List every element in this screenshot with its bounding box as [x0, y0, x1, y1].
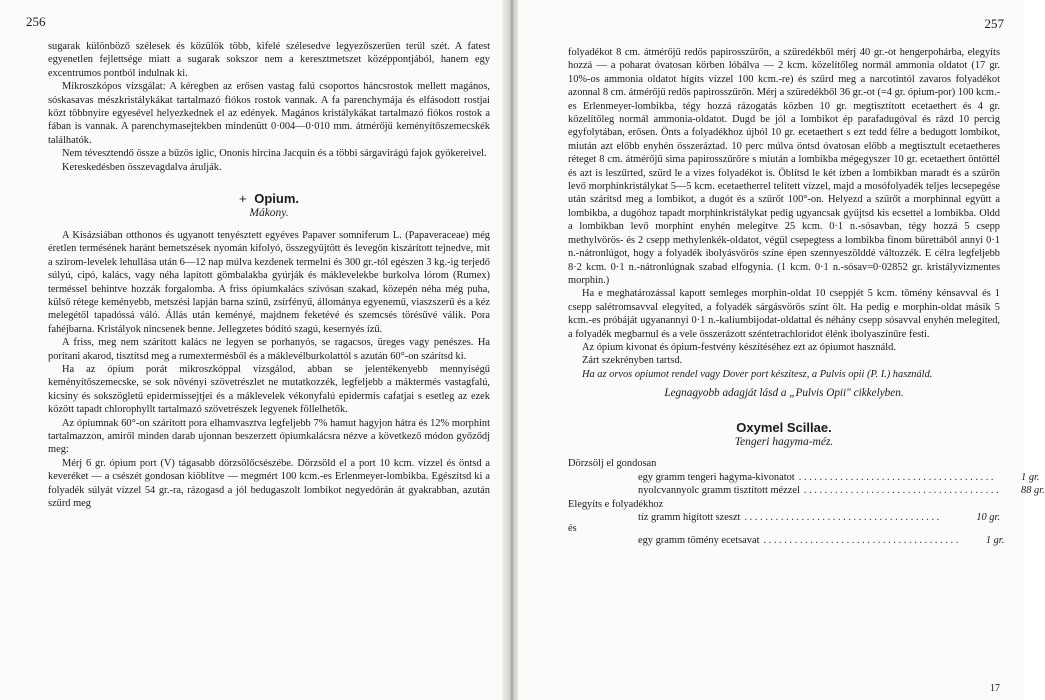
paragraph: A friss, meg nem szárított kalács ne legyen se porhanyós, se ragacsos, üreges vagy penészes. Ha porítani akarod, tisztítsd meg a rumextermésből és a máklevélburkolattól s azután 60°-on szárítsd ki.: [48, 337, 490, 362]
right-text: [568, 46, 1000, 449]
recipe-quantity: 1 gr.: [1021, 471, 1040, 483]
recipe: [568, 457, 1045, 547]
recipe-label: egy gramm tengeri hagyma-kivonatot: [638, 471, 795, 483]
left-text: [48, 40, 490, 510]
paragraph: Nem tévesztendő össze a bűzös iglic, Ononis hircina Jacquin és a többi sárgavirágú fajok gyökereivel.: [62, 148, 487, 160]
paragraph: Mikroszkópos vizsgálat: A kéregben az erősen vastag falú csoportos háncsrostok mellett magános, sóskasavas mészkristálykákat tartalmazó fiókos rostok vannak. A fa parenchymája és elfásodott rostjai közt többnyire egyesével helyezkednek el az edények. Magános kristálykákat tartalmazó fiókos rostok a fában is vannak. A parenchymasejtekben mindenütt 0·004—0·010 mm. átmérőjű keményítőszemecskék találhatók.: [48, 81, 490, 146]
dose-line: Legnagyobb adagját lásd a „Pulvis Opii" cikkelyben.: [664, 387, 904, 400]
paragraph: Az ópium kivonat és ópium-festvény készítéséhez ezt az ópiumot használd.: [582, 341, 896, 353]
right-page: [518, 0, 1045, 700]
opium-subtitle: Mákony.: [249, 207, 289, 220]
cross-icon: +: [239, 191, 247, 207]
paragraph: folyadékot 8 cm. átmérőjű redős papirosszűrőn, a szüredékből mérj 40 gr.-ot hengerpohárba, elegyíts hozzá — a poharat óvatosan körben lóbálva — 2 kcm. közelítőleg normál ammonia oldatot (17 gr. 10%-os ammonia oldatot hígíts vízzel 100 kcm.-re) és szűrd meg a narcotintól zavaros folyadékot azonnal 8 cm. átmérőjű redős papirosszűrőn. Mérj a szüredékből 36 gr.-ot (=4 gr. ópium-por) 100 kcm.-es Erlenmeyer-lombikba, tégy hozzá rázogatás közben 10 gr. megtisztított ecetaethert és 4 gr. közelítőleg normál ammonia-oldatot. Dugd be jól a lombikot ép parafadugóval és rázd 10 percig egyfolytában, erősen. Önts a folyadékhoz újból 10 gr. ecetaethert s ezt tedd félre a bedugott lombikot, miután azt előbb enyhén összeráztad. 10 perc múlva öntsd óvatosan előbb a megtisztult ecetaetheres réteget 8 cm. átmérőjű sima papirosszűrőre s miután a lombikba mégegyszer 10 gr. ecetaethert öntöttél és azt is leszűrted, szűrd le a vizes folyadékot is. Öblítsd le két ízben a lombikban maradt és a szűrőn levő morphinkristálykat 5—5 kcm. ecetaetherrel telített vízzel, majd a mosófolyadék teljes lecsepegése után szárítsd meg a lombikot, a dugót és a szűrőt 100°-on. Helyezd a szűrőt a morphinnal együtt a lombikba, a dugóhoz tapadt morphinkristálykat pedig ugyancsak gyűjtsd kis ecsettel a lombikba. Oldd a lombikban levő morphint enyhén melegítve 25 kcm. 0·1 n.-sósavban, tégy hozzá 5 csepp methylvörös- és 2 csepp methylenkék-oldatot, végül csepegtess a lombikba finom bürettából annyi 0·1 n.-nátronlúgot, hogy a folyadék ibolyásvörös színe épen szennyeszölddé változzék. E célra legfeljebb 8·2 kcm. 0·1 n.-nátronlúgnak szabad elfogynia. (1 kcm. 0·1 n.-sósav=0·02852 gr. kristályvizmentes morphin.): [568, 47, 1000, 286]
leader-dots: . . . . . . . . . . . . . . . . . . . . . . . . . . . . . . . . . . . . . .: [798, 471, 994, 483]
paragraph: Kereskedésben összevagdalva árulják.: [62, 161, 222, 173]
recipe-quantity: 88 gr.: [1021, 485, 1045, 497]
oxymel-title: Oxymel Scillae.: [736, 419, 832, 435]
paragraph: Ha az ópium porát mikroszkóppal vizsgálod, abban se jelentékenyebb mennyiségű keményítőszemecske, se sok növényi szövetrészlet ne mutatkozzék, legfeljebb a máktermés vastagfalú, kicsiny és sokszögletű epidermissejtjei és a máklevelek vékonyfalú epidermis cafatjai s esetleg az ezek között tapadt chlorophyllt tartalmazó szövetrészek legyenek föllelhetők.: [48, 363, 490, 416]
recipe-quantity: 10 gr.: [976, 512, 1000, 523]
recipe-label: egy gramm tömény ecetsavat: [638, 534, 760, 546]
page-number-right: 257: [984, 16, 1004, 31]
note-italic: Ha az orvos opiumot rendel vagy Dover port készitesz, a Pulvis opii (P. I.) használd.: [582, 368, 933, 380]
recipe-row: [568, 511, 1000, 524]
oxymel-subtitle: Tengeri hagyma-méz.: [734, 435, 834, 448]
recipe-label: tíz gramm higított szeszt: [638, 512, 741, 523]
leader-dots: . . . . . . . . . . . . . . . . . . . . . . . . . . . . . . . . . . . . . .: [803, 485, 999, 497]
signature-number: 17: [990, 683, 1000, 694]
opium-title: Opium.: [254, 191, 299, 207]
paragraph: Az ópiumnak 60°-on szárított pora elhamvasztva legfeljebb 7% hamut hagyjon hátra és 12% morphint tartalmazzon, amiről minden darab ujonnan beszerzett ópiumkalácsra nézve a következő módon győződj meg:: [48, 417, 490, 456]
left-page: [0, 0, 506, 700]
leader-dots: . . . . . . . . . . . . . . . . . . . . . . . . . . . . . . . . . . . . . .: [744, 512, 940, 523]
recipe-row: [568, 484, 1045, 497]
paragraph: Ha e meghatározással kapott semleges morphin-oldat 10 cseppjét 5 kcm. tömény kénsavval és 1 csepp salétromsavval elegyíted, a folyadék sárgásvörös színt ölt. Ha pedig e morphin-oldat másik 5 kcm.-es próbáját ugyanannyi 0·1 n.-kaliumbijodat-oldattal és néhány csepp sósavval enyhén melegíted, a folyadék megbarnul és a vele összerázott széntetrachloridot élénk ibolyaszínűre festi.: [568, 288, 1000, 340]
recipe-label: nyolcvannyolc gramm tisztított mézzel: [638, 485, 800, 497]
leader-dots: . . . . . . . . . . . . . . . . . . . . . . . . . . . . . . . . . . . . . .: [763, 534, 959, 546]
paragraph: Mérj 6 gr. ópium port (V) tágasabb dörzsölőcsészébe. Dörzsöld el a port 10 kcm. vízzel és öntsd a keveréket — a csészét gondosan kiöblítve — megmért 100 kcm.-es Erlenmeyer-lombikba. Egészítsd ki a folyadék súlyát vízzel 54 gr.-ra, rázogasd a jól bedugaszolt lombikot negyedórán át gyakrabban, azután szűrd meg: [48, 457, 490, 509]
recipe-row: [568, 534, 1005, 547]
section-title-opium: [48, 192, 490, 205]
paragraph: sugarak különböző szélesek és közülök több, kifelé szélesedve legyezőszerűen terül szét. A fatest egyenetlen fejlettsége miatt a sugarak sokszor nem a keresztmetszet középpontjából, hanem egy excentrumos pontból indulnak ki.: [48, 41, 490, 79]
paragraph: A Kisázsiában otthonos és ugyanott tenyésztett egyéves Papaver somniferum L. (Papaveraceae) még éretlen termésének haránt bemetszések nyomán kifolyó, összegyűjtött és levegőn kiszárított tejnedve, mit a szirom-levelek lehullása után 6—12 nap múlva kezdenek termelni és 300 gr.-tól egészen 3 kg.-ig terjedő súlyú, cipó, kalács, vagy néha lapított gömbalakba gyúrják és máklevelekbe burkolva lórom (Rumex) terméssel behintve hozzák forgalomba. A friss ópiumkalács szívósan szakad, közepén néha még puha, külső rétege keményebb, metszési lapján barna színű, zsírfényű, állománya egyenemű, viaszszerű és a kéz melegétől tapadóssá váló. Állás után keményé, majdnem feketévé és szemcsés törésűvé válik. Pora fahéjbarna. Kristályok nincsenek benne. Jellegzetes bódító szagú, kesernyés ízű.: [48, 229, 490, 335]
recipe-intro-1: Dörzsölj el gondosan: [568, 458, 657, 470]
paragraph: Zárt szekrényben tartsd.: [582, 355, 683, 367]
recipe-intro-2: Elegyíts e folyadékhoz: [568, 498, 664, 510]
recipe-quantity: 1 gr.: [985, 534, 1005, 546]
page-number-left: 256: [26, 14, 46, 29]
recipe-conjunction: és: [568, 523, 577, 535]
recipe-row: [568, 471, 1040, 484]
